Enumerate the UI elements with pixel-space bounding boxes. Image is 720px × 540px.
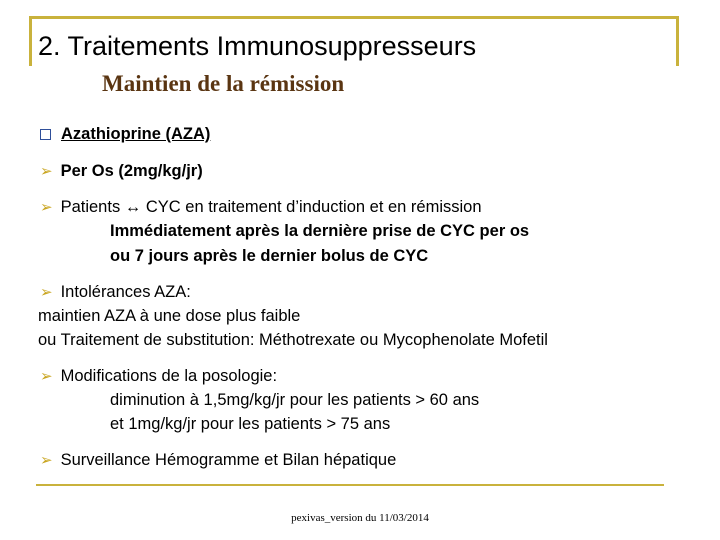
arrow-bullet-icon: ➢: [40, 283, 53, 301]
section-heading-label: Azathioprine (AZA): [61, 125, 211, 143]
posology-text: Modifications de la posologie:: [60, 367, 278, 385]
dose-text: Per Os (2mg/kg/jr): [60, 162, 203, 180]
posology-detail-1: diminution à 1,5mg/kg/jr pour les patients > 60 ans: [110, 391, 480, 409]
intolerance-detail-2: ou Traitement de substitution: Méthotrexate ou Mycophenolate Mofetil: [38, 331, 548, 349]
hollow-square-icon: [40, 129, 51, 140]
list-item-posology: [40, 367, 277, 386]
intolerance-detail-1: maintien AZA à une dose plus faible: [38, 307, 301, 325]
monitoring-text: Surveillance Hémogramme et Bilan hépatique: [60, 451, 397, 469]
footer-version: pexivas_version du 11/03/2014: [291, 512, 429, 524]
patients-text: Patients ↔ CYC en traitement d’induction et en rémission: [60, 198, 482, 216]
arrow-bullet-icon: ➢: [40, 162, 53, 180]
list-item-monitoring: [40, 451, 396, 470]
arrow-bullet-icon: ➢: [40, 198, 53, 216]
list-item-patients: [40, 198, 482, 217]
frame-left-rule: [29, 16, 32, 66]
slide-subtitle: Maintien de la rémission: [102, 71, 345, 96]
list-item-intolerance: [40, 283, 191, 302]
frame-top-rule: [29, 16, 679, 19]
patients-detail-2: ou 7 jours après le dernier bolus de CYC: [110, 247, 429, 265]
list-item-dose: [40, 162, 203, 181]
posology-detail-2: et 1mg/kg/jr pour les patients > 75 ans: [110, 415, 391, 433]
footer-rule: [36, 484, 664, 486]
arrow-bullet-icon: ➢: [40, 451, 53, 469]
section-heading: [40, 125, 210, 144]
frame-right-rule: [676, 16, 679, 66]
intolerance-text: Intolérances AZA:: [60, 283, 191, 301]
slide-title: 2. Traitements Immunosuppresseurs: [38, 31, 477, 61]
patients-detail-1: Immédiatement après la dernière prise de CYC per os: [110, 222, 530, 240]
arrow-bullet-icon: ➢: [40, 367, 53, 385]
